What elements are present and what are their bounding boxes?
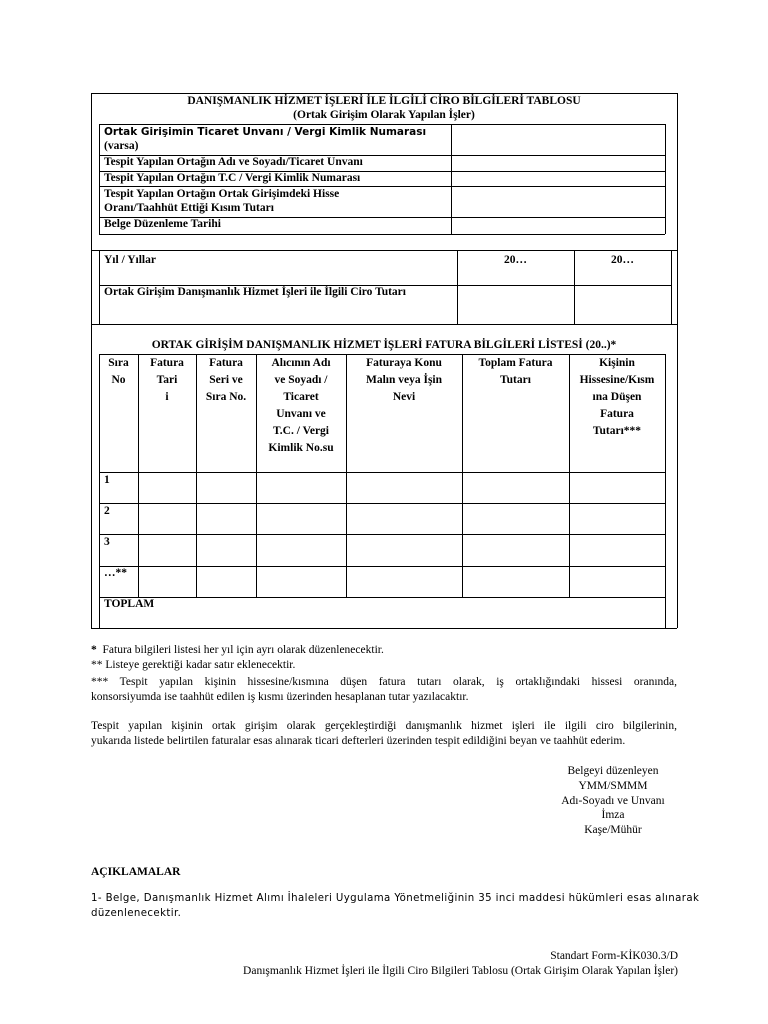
- declaration-line-2: yukarıda listede belirtilen faturalar esas alınarak ticari defterleri üzerinden tespit edildiğini beyan ve taahhüt ederim.: [91, 735, 626, 747]
- header-hisse-tutari: Kişinin Hissesine/Kısm ına Düşen Fatura Tutarı***: [579, 357, 655, 437]
- footnote-2: ** Listeye gerektiği kadar satır eklenecektir.: [91, 659, 296, 671]
- year-column-2: 20…: [611, 254, 634, 266]
- info-value-partner-tax-id[interactable]: [452, 172, 664, 186]
- info-label-partner-share: Tespit Yapılan Ortağın Ortak Girişimdeki Hisse: [104, 188, 340, 200]
- table-row-number: …**: [104, 567, 127, 579]
- header-toplam-fatura: Toplam Fatura Tutarı: [478, 357, 553, 386]
- info-label-partner-name: Tespit Yapılan Ortağın Adı ve Soyadı/Ticaret Unvanı: [104, 156, 363, 168]
- header-fatura-tarihi: Fatura Tari i: [150, 357, 184, 403]
- info-value-document-date[interactable]: [452, 218, 664, 234]
- footnote-3-line-2: konsorsiyumda ise taahhüt edilen iş kısmı üzerinden hesaplanan tutar yazılacaktır.: [91, 691, 469, 703]
- year-column-1: 20…: [504, 254, 527, 266]
- table-row-number: 1: [104, 474, 110, 486]
- footer-form-code: Standart Form-KİK030.3/D: [550, 950, 678, 962]
- ciro-value-year-1[interactable]: [458, 286, 574, 324]
- declaration-line-1: Tespit yapılan kişinin ortak girişim olarak gerçekleştirdiği danışmanlık hizmet işleri ile ilgili ciro bilgilerinin,: [91, 720, 677, 732]
- header-alici: Alıcının Adı ve Soyadı / Ticaret Unvanı ve T.C. / Vergi Kimlik No.su: [268, 357, 334, 454]
- form-title: DANIŞMANLIK HİZMET İŞLERİ İLE İLGİLİ CİRO BİLGİLERİ TABLOSU: [187, 95, 581, 107]
- info-value-joint-venture-title[interactable]: [452, 125, 664, 155]
- table-row-number: 2: [104, 505, 110, 517]
- info-label-partner-share-amount: Oranı/Taahhüt Ettiği Kısım Tutarı: [104, 202, 274, 214]
- ciro-label: Ortak Girişim Danışmanlık Hizmet İşleri ile İlgili Ciro Tutarı: [104, 286, 406, 298]
- footnote-3-line-1: *** Tespit yapılan kişinin hissesine/kısmına düşen fatura tutarı olarak, iş ortaklığındaki hissesi oranında,: [91, 676, 677, 688]
- header-fatura-seri: Fatura Seri ve Sıra No.: [205, 357, 247, 403]
- explanation-item-1-line-1: 1- Belge, Danışmanlık Hizmet Alımı İhaleleri Uygulama Yönetmeliğinin 35 inci maddesi hükümleri esas alınarak: [91, 893, 700, 904]
- info-label-partner-tax-id: Tespit Yapılan Ortağın T.C / Vergi Kimlik Numarası: [104, 172, 361, 184]
- explanations-heading: AÇIKLAMALAR: [91, 866, 181, 878]
- explanation-item-1-line-2: düzenlenecektir.: [91, 908, 182, 919]
- footer-form-title: Danışmanlık Hizmet İşleri ile İlgili Ciro Bilgileri Tablosu (Ortak Girişim Olarak Yapılan İşler): [243, 965, 678, 977]
- header-konu: Faturaya Konu Malın veya İşin Nevi: [365, 357, 443, 403]
- info-label-joint-venture-title-note: (varsa): [104, 140, 139, 152]
- info-value-partner-name[interactable]: [452, 156, 664, 171]
- signature-name-title: Adı-Soyadı ve Unvanı: [561, 795, 665, 807]
- form-subtitle: (Ortak Girişim Olarak Yapılan İşler): [293, 109, 475, 121]
- ciro-value-year-2[interactable]: [575, 286, 671, 324]
- signature-stamp: Kaşe/Mühür: [584, 824, 642, 836]
- year-label: Yıl / Yıllar: [104, 254, 156, 266]
- invoice-list-title: ORTAK GİRİŞİM DANIŞMANLIK HİZMET İŞLERİ FATURA BİLGİLERİ LİSTESİ (20..)*: [151, 339, 617, 351]
- footnote-1: * Fatura bilgileri listesi her yıl için ayrı olarak düzenlenecektir.: [91, 644, 384, 656]
- table-row-number: 3: [104, 536, 110, 548]
- info-label-joint-venture-title: Ortak Girişimin Ticaret Unvanı / Vergi Kimlik Numarası: [104, 126, 427, 138]
- table-total-label: TOPLAM: [104, 598, 155, 610]
- info-label-document-date: Belge Düzenleme Tarihi: [104, 218, 221, 230]
- signature-issuer: Belgeyi düzenleyen: [567, 765, 659, 777]
- info-value-partner-share[interactable]: [452, 187, 664, 217]
- signature-sign: İmza: [601, 809, 625, 821]
- signature-role: YMM/SMMM: [578, 780, 648, 792]
- header-sira-no: Sıra No: [108, 357, 129, 386]
